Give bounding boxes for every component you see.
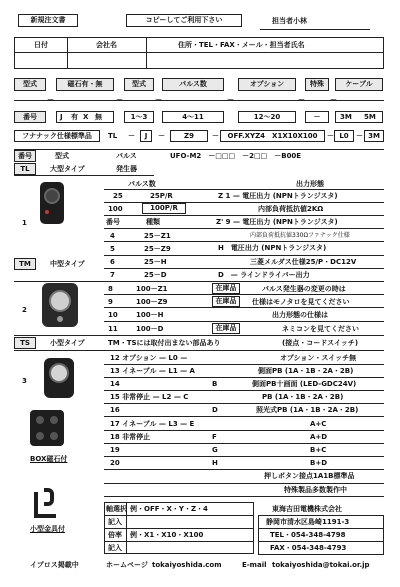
tl-device-image xyxy=(40,182,64,224)
box-magnet-label: BOX磁石付 xyxy=(30,455,68,463)
sel-model2: 型式 xyxy=(132,80,146,88)
company-name: 東海吉田電機株式会社 xyxy=(272,505,342,513)
home-link[interactable]: tokaiyoshida.com xyxy=(152,561,222,569)
ipros-label: イプロス掲載中 xyxy=(30,561,79,569)
company-fax: FAX・054-348-4793 xyxy=(270,544,347,552)
sel-special: 特殊 xyxy=(310,80,324,88)
sel-pulse: パルス数 xyxy=(179,80,207,88)
sel-magnet: 磁石有・無 xyxy=(67,80,103,88)
mail-link[interactable]: tokaiyoshida@tokai.or.jp xyxy=(272,561,370,569)
person-label: 担当者小林 xyxy=(272,17,307,25)
sel-model: 型式 xyxy=(23,80,37,88)
title-box xyxy=(18,14,78,27)
small-bracket-label: 小型金具付 xyxy=(30,525,65,533)
tm-device-image xyxy=(42,283,78,327)
sel-option: オプション xyxy=(249,80,285,88)
sel-cable: ケーブル xyxy=(345,80,373,88)
date-header: 日付 xyxy=(34,41,48,49)
sel-no: 番号 xyxy=(23,113,37,121)
doc-title: 新規注文書 xyxy=(30,16,66,24)
address-header: 住所・TEL・FAX・メール・担当者氏名 xyxy=(178,41,305,49)
company-address: 静岡市清水区島崎1191-3 xyxy=(266,518,350,526)
box-magnet-image xyxy=(30,410,64,446)
ts-device-image xyxy=(44,358,74,398)
example-code: UFO-M2 －□□□ －2□□ －B00E xyxy=(170,152,302,160)
company-tel: TEL・054-348-4798 xyxy=(270,531,346,539)
note-box xyxy=(126,14,242,27)
company-header: 会社名 xyxy=(96,41,117,49)
fanuc-label: フナナック仕様標準品 xyxy=(22,132,92,140)
copy-note: コピーしてご利用下さい xyxy=(145,16,223,24)
